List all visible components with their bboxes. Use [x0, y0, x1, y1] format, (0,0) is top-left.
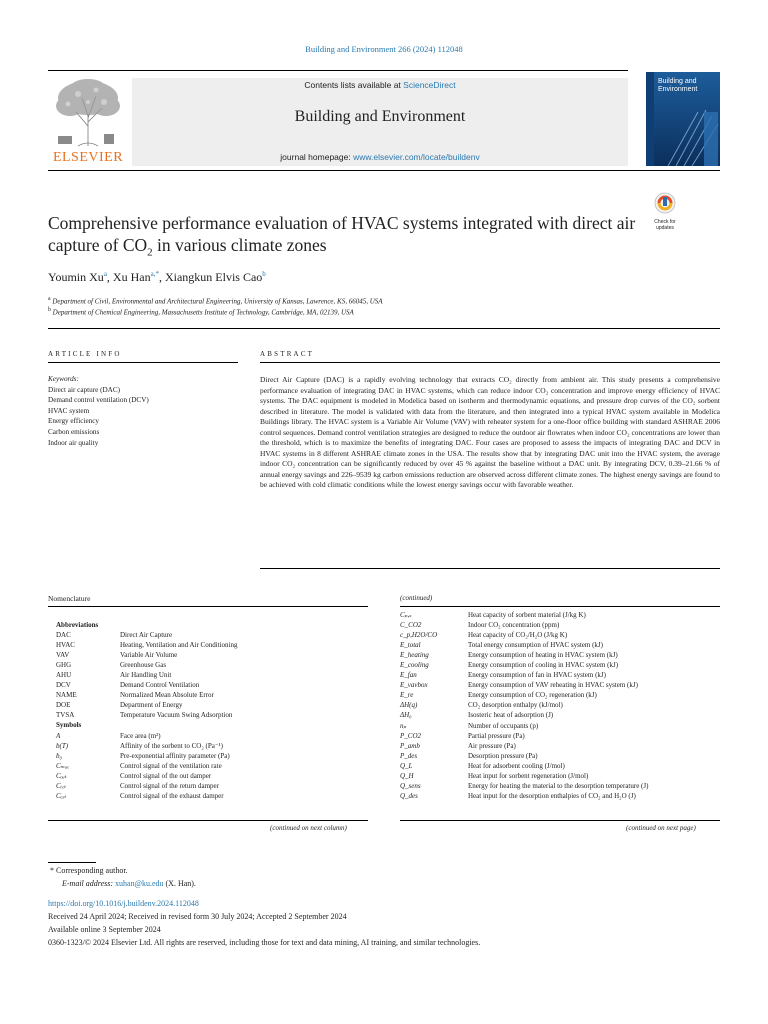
nomenclature-definition: Heating, Ventilation and Air Conditioning	[120, 641, 238, 650]
keyword: Demand control ventilation (DCV)	[48, 396, 149, 405]
table-row	[48, 710, 368, 720]
nomenclature-symbol: E_re	[400, 691, 414, 700]
crossmark-label-2: updates	[656, 225, 674, 231]
nomenclature-definition: Energy consumption of heating in HVAC system (kJ)	[468, 651, 618, 660]
email-label: E-mail address:	[62, 879, 114, 888]
abstract-text: Direct Air Capture (DAC) is a rapidly evolving technology that extracts CO₂ directly from ambient air. This study presents a comprehensive performance evaluation of integrating DAC in HVAC systems, which can reduce indoor CO₂ concentration and improve energy efficiency of HVAC systems. The DAC equipment is modeled in Modelica based on isotherm and thermodynamic equations, and pressure drop curves of the CO₂ sorbent described in literature. The model is validated with data from the literature, and then integrated into a typical HVAC system available in Modelica Buildings library. The HVAC system is a Variable Air Volume (VAV) with reheater system for a one-floor office building with standard ASHRAE 2006 control sequences. Demand control ventilation strategies are designed to reduce the outdoor air flowrates when indoor CO₂ concentrations are lower than the threshold, which is to maximize the benefits of integrating DAC. Four cases are proposed to assess the impacts of integrating DAC and DCV in HVAC systems in 8 different ASHRAE climate zones in the USA. The results show that by integrating DAC unit into the HVAC system, the average indoor CO₂ concentration can be significantly reduced by over 45 % against the baseline without a DAC unit. By integrating DCV, 0.39–21.66 % of annual energy savings and 226–9539 kg carbon emissions reduction are observed across different climate zones. The highest energy savings are found to be achieved with cold climatic conditions while the lowest energy savings occur with favorable weather.	[260, 375, 720, 490]
nomenclature-definition: Indoor CO₂ concentration (ppm)	[468, 621, 560, 630]
nomenclature-symbol: NAME	[56, 691, 77, 700]
table-row	[400, 650, 720, 660]
author-affil-mark[interactable]: a,*	[150, 270, 159, 278]
nomenclature-symbol: Cᵣₑₜ	[56, 781, 66, 790]
table-row	[400, 791, 720, 801]
nomenclature-continued-label: (continued)	[400, 594, 433, 602]
nomenclature-definition: Energy consumption of VAV reheating in HVAC system (kJ)	[468, 681, 638, 690]
nomenclature-definition: Temperature Vacuum Swing Adsorption	[120, 711, 233, 720]
abstract-rule	[260, 362, 720, 363]
title-tail: in various climate zones	[152, 235, 327, 255]
article-title	[48, 212, 638, 264]
table-row	[400, 660, 720, 670]
affiliation-mark: a	[48, 296, 51, 302]
nomenclature-definition: Normalized Mean Absolute Error	[120, 691, 214, 700]
nomenclature-symbol: HVAC	[56, 641, 75, 650]
nomenclature-definition: Heat input for sorbent regeneration (J/mol)	[468, 771, 589, 780]
nomenclature-symbol: Cₑₓₜ	[56, 791, 67, 800]
copyright-line: 0360-1323/© 2024 Elsevier Ltd. All rights are reserved, including those for text and data mining, AI training, and similar technologies.	[48, 938, 481, 947]
table-row	[400, 741, 720, 751]
nomenclature-symbol: Q_sens	[400, 781, 421, 790]
nomenclature-definition: Total energy consumption of HVAC system (kJ)	[468, 641, 603, 650]
table-row	[48, 670, 368, 680]
affiliation	[48, 307, 354, 316]
table-row	[400, 630, 720, 640]
table-row	[48, 630, 368, 640]
nomenclature-definition: Air Handling Unit	[120, 671, 172, 680]
nomenclature-definition: Heat capacity of sorbent material (J/kg K)	[468, 611, 586, 619]
keywords-label: Keywords:	[48, 375, 79, 383]
homepage-link[interactable]: www.elsevier.com/locate/buildenv	[353, 152, 480, 162]
nomenclature-definition: Face area (m²)	[120, 731, 161, 740]
doi-link[interactable]: https://doi.org/10.1016/j.buildenv.2024.112048	[48, 899, 199, 908]
header-rule-bottom	[48, 170, 720, 171]
nomenclature-definition: Energy consumption of CO₂ regeneration (kJ)	[468, 691, 597, 700]
table-row	[400, 620, 720, 630]
table-row	[400, 670, 720, 680]
nomenclature-symbol: Q_des	[400, 791, 418, 800]
nomenclature-definition: Energy consumption of fan in HVAC system (kJ)	[468, 671, 606, 680]
nomenclature-symbol: DOE	[56, 701, 71, 710]
nomenclature-definition: Number of occupants (p)	[468, 721, 539, 730]
author-list: Youmin Xu$^a$, Xu Han$^{a,*}$, Xiangkun Elvis Cao$^b$	[48, 270, 266, 284]
corresponding-author-note: * Corresponding author.	[50, 866, 128, 875]
nomenclature-definition: Demand Control Ventilation	[120, 681, 200, 690]
continued-next-page-note: (continued on next page)	[626, 824, 696, 832]
contents-lists-line	[132, 80, 628, 90]
title-subscript: 2	[147, 246, 153, 259]
nomenclature-definition: Pre-exponential affinity parameter (Pa)	[120, 751, 230, 760]
table-row	[400, 690, 720, 700]
nomenclature-definition: Isosteric heat of adsorption (J)	[468, 711, 554, 720]
nomenclature-table-right	[400, 610, 720, 801]
journal-title: Building and Environment	[294, 108, 466, 125]
table-row	[400, 731, 720, 741]
nomenclature-definition: Partial pressure (Pa)	[468, 731, 525, 740]
nomenclature-symbol: nₚ	[400, 721, 407, 730]
table-row	[48, 741, 368, 751]
nomenclature-definition: Greenhouse Gas	[120, 661, 167, 670]
nomenclature-group-heading: Symbols	[56, 721, 82, 730]
check-for-updates-badge[interactable]	[648, 192, 682, 231]
affiliation-mark: b	[48, 307, 51, 313]
nomenclature-definition: Direct Air Capture	[120, 631, 173, 640]
table-row	[48, 640, 368, 650]
table-row	[400, 640, 720, 650]
nomenclature-rule	[48, 820, 368, 821]
elsevier-wordmark: ELSEVIER	[52, 150, 124, 165]
table-row	[48, 791, 368, 801]
nomenclature-symbol: P_des	[400, 751, 418, 760]
crossmark-label-1: Check for	[654, 219, 676, 225]
article-info-heading: ARTICLE INFO	[48, 350, 122, 358]
nomenclature-symbol: Cₚ,ₛ	[400, 611, 412, 619]
nomenclature-symbol: c_p,H2O/CO	[400, 631, 438, 640]
email-line	[62, 879, 196, 888]
table-row	[48, 771, 368, 781]
nomenclature-definition: Department of Energy	[120, 701, 183, 710]
author-name[interactable]: Xiangkun Elvis Cao	[164, 270, 263, 284]
keyword: Indoor air quality	[48, 438, 99, 447]
nomenclature-table-left	[48, 620, 368, 801]
table-row	[48, 761, 368, 771]
table-row	[400, 721, 720, 731]
article-info-rule	[48, 362, 238, 363]
table-row	[400, 751, 720, 761]
author-affil-mark[interactable]: b	[262, 270, 266, 278]
table-row	[48, 700, 368, 710]
journal-homepage-line	[132, 152, 628, 162]
homepage-prefix: journal homepage:	[280, 152, 354, 162]
section-divider	[48, 328, 720, 329]
nomenclature-symbol: GHG	[56, 661, 72, 670]
keyword: Carbon emissions	[48, 427, 100, 436]
sciencedirect-link[interactable]: ScienceDirect	[403, 80, 456, 90]
affiliation	[48, 296, 383, 305]
nomenclature-definition: CO₂ desorption enthalpy (kJ/mol)	[468, 701, 563, 710]
nomenclature-symbol: TVSA	[56, 711, 75, 720]
table-row	[400, 700, 720, 710]
nomenclature-definition: Variable Air Volume	[120, 651, 178, 660]
nomenclature-symbol: E_total	[400, 641, 421, 650]
nomenclature-definition: Energy consumption of cooling in HVAC system (kJ)	[468, 661, 619, 670]
table-row	[400, 771, 720, 781]
nomenclature-rule	[400, 820, 720, 821]
nomenclature-symbol: b₀	[56, 751, 62, 760]
nomenclature-title: Nomenclature	[48, 594, 91, 603]
nomenclature-definition: Air pressure (Pa)	[468, 741, 516, 750]
nomenclature-definition: Desorption pressure (Pa)	[468, 751, 538, 760]
table-row	[48, 690, 368, 700]
nomenclature-symbol: E_fan	[400, 671, 417, 680]
table-row	[400, 761, 720, 771]
journal-reference-link[interactable]: Building and Environment 266 (2024) 112048	[305, 44, 463, 54]
nomenclature-symbol: AHU	[56, 671, 72, 680]
table-row	[48, 680, 368, 690]
nomenclature-symbol: C_CO2	[400, 621, 422, 630]
nomenclature-definition: Heat input for the desorption enthalpies of CO₂ and H₂O (J)	[468, 791, 636, 800]
keyword: Direct air capture (DAC)	[48, 385, 121, 394]
nomenclature-symbol: ΔH₀	[400, 711, 412, 720]
nomenclature-symbol: Cₘₐₓ	[56, 761, 69, 770]
nomenclature-symbol: A	[56, 731, 61, 740]
nomenclature-symbol: Q_H	[400, 771, 414, 780]
nomenclature-symbol: E_heating	[400, 651, 429, 660]
corresponding-text: Corresponding author.	[56, 866, 128, 875]
nomenclature-definition: Energy for heating the material to the desorption temperature (J)	[468, 781, 649, 790]
keyword: Energy efficiency	[48, 417, 100, 426]
nomenclature-definition: Heat for adsorbent cooling (J/mol)	[468, 761, 565, 770]
table-row	[400, 680, 720, 690]
nomenclature-definition: Heat capacity of CO₂/H₂O (J/kg K)	[468, 631, 568, 640]
nomenclature-definition: Control signal of the exhaust damper	[120, 791, 224, 800]
available-online-date: Available online 3 September 2024	[48, 925, 161, 934]
email-suffix: (X. Han).	[163, 879, 196, 888]
nomenclature-definition: Control signal of the return damper	[120, 781, 219, 790]
title-main: Comprehensive performance evaluation of HVAC systems integrated with direct air capture of CO	[48, 213, 636, 255]
nomenclature-symbol: P_amb	[400, 741, 420, 750]
affiliation-text: Department of Chemical Engineering, Massachusetts Institute of Technology, Cambridge, MA, 02139, USA	[52, 308, 354, 317]
table-row	[48, 751, 368, 761]
table-row	[400, 610, 720, 620]
continued-next-column-note: (continued on next column)	[270, 824, 347, 832]
keyword: HVAC system	[48, 406, 90, 415]
nomenclature-rule	[400, 606, 720, 607]
nomenclature-symbol: P_CO2	[400, 731, 421, 740]
nomenclature-definition: Control signal of the out damper	[120, 771, 212, 780]
nomenclature-group-heading: Abbreviations	[56, 621, 99, 629]
keywords-block	[48, 374, 238, 448]
abstract-rule-bottom	[260, 568, 720, 569]
nomenclature-symbol: E_cooling	[400, 661, 429, 670]
nomenclature-symbol: ΔH(q)	[400, 701, 418, 710]
nomenclature-symbol: DAC	[56, 631, 71, 640]
nomenclature-definition: Control signal of the ventilation rate	[120, 761, 222, 770]
received-dates: Received 24 April 2024; Received in revised form 30 July 2024; Accepted 2 September 2024	[48, 912, 347, 921]
table-row	[48, 660, 368, 670]
nomenclature-symbol: Q_L	[400, 761, 413, 770]
journal-cover-image	[646, 72, 720, 166]
contents-prefix: Contents lists available at	[304, 80, 404, 90]
email-link[interactable]: xuhan@ku.edu	[115, 879, 164, 888]
table-row	[400, 710, 720, 720]
nomenclature-definition: Affinity of the sorbent to CO₂ (Pa⁻¹)	[120, 741, 223, 750]
affiliation-text: Department of Civil, Environmental and Architectural Engineering, University of Kansas, Lawrence, KS, 66045, USA	[52, 297, 383, 306]
author-affil-mark[interactable]: a	[103, 270, 107, 278]
header-rule-top	[48, 70, 628, 71]
abstract-heading: ABSTRACT	[260, 350, 315, 358]
table-row	[48, 731, 368, 741]
nomenclature-symbol: E_vavbox	[400, 681, 428, 690]
nomenclature-symbol: DCV	[56, 681, 71, 690]
author-name[interactable]: Youmin Xu	[48, 270, 104, 284]
table-row	[400, 781, 720, 791]
cover-title: Building and Environment	[658, 78, 698, 93]
footnote-rule	[48, 862, 96, 863]
nomenclature-symbol: VAV	[56, 651, 70, 660]
author-name[interactable]: Xu Han	[112, 270, 151, 284]
nomenclature-symbol: b(T)	[56, 741, 69, 750]
table-row	[48, 781, 368, 791]
table-row	[48, 650, 368, 660]
nomenclature-rule	[48, 606, 368, 607]
nomenclature-symbol: Cₒᵤₜ	[56, 771, 67, 780]
